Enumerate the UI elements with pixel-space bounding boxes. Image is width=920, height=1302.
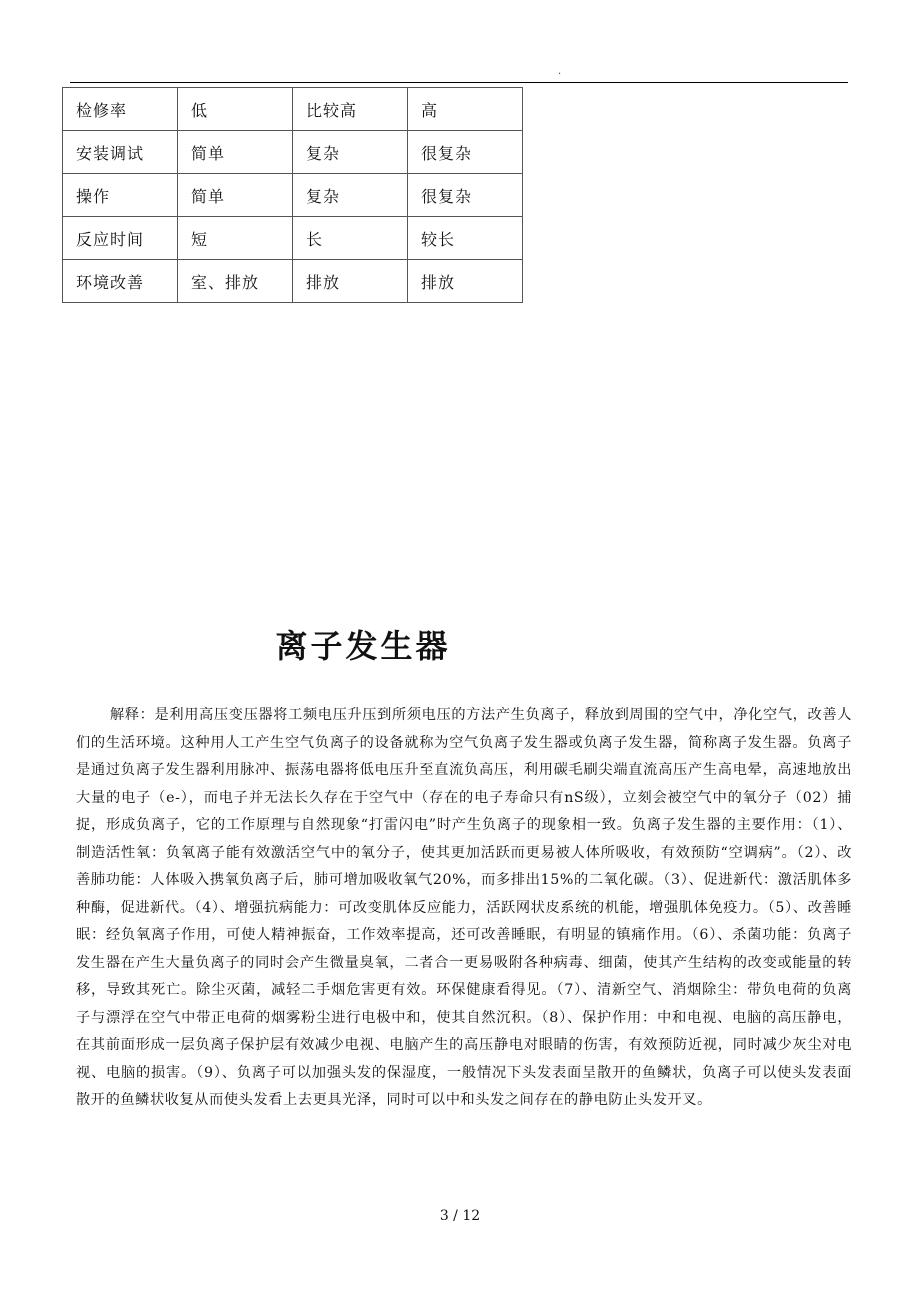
table-cell: 低 [178,88,293,131]
section-body: 解释：是利用高压变压器将工频电压升压到所须电压的方法产生负离子，释放到周围的空气中，净化空气，改善人们的生活环境。这种用人工产生空气负离子的设备就称为空气负离子发生器或负离子发生器，简称离子发生器。负离子是通过负离子发生器利用脉冲、振荡电器将低电压升至直流负高压，利用碳毛刷尖端直流高压产生高电晕，高速地放出大量的电子（e-），而电子并无法长久存在于空气中（存在的电子寿命只有nS级），立刻会被空气中的氧分子（02）捕捉，形成负离子，它的工作原理与自然现象“打雷闪电”时产生负离子的现象相一致。负离子发生器的主要作用：（1）、制造活性氧：负氧离子能有效激活空气中的氧分子，使其更加活跃而更易被人体所吸收，有效预防“空调病”。（2）、改善肺功能：人体吸入携氧负离子后，肺可增加吸收氧气20%，而多排出15%的二氧化碳。（3）、促进新代：激活肌体多种酶，促进新代。（4）、增强抗病能力：可改变肌体反应能力，活跃网状皮系统的机能，增强肌体免疫力。（5）、改善睡眠：经负氧离子作用，可使人精神振奋，工作效率提高，还可改善睡眠，有明显的镇痛作用。（6）、杀菌功能：负离子发生器在产生大量负离子的同时会产生微量臭氧，二者合一更易吸附各种病毒、细菌，使其产生结构的改变或能量的转移，导致其死亡。除尘灭菌，减轻二手烟危害更有效。环保健康看得见。（7）、清新空气、消烟除尘：带负电荷的负离子与漂浮在空气中带正电荷的烟雾粉尘进行电极中和，使其自然沉积。（8）、保护作用：中和电视、电脑的高压静电，在其前面形成一层负离子保护层有效减少电视、电脑产生的高压静电对眼睛的伤害，有效预防近视，同时减少灰尘对电视、电脑的损害。（9）、负离子可以加强头发的保湿度，一般情况下头发表面呈散开的鱼鳞状，负离子可以使头发表面散开的鱼鳞状收复从而使头发看上去更具光泽，同时可以中和头发之间存在的静电防止头发开叉。 [76,707,852,1108]
table-cell: 高 [408,88,523,131]
table-row [63,131,523,174]
section-title: 离子发生器 [275,627,451,665]
table-cell: 简单 [178,174,293,217]
table-cell: 较长 [408,217,523,260]
table-cell: 室、排放 [178,260,293,303]
table-cell-label: 反应时间 [63,217,178,260]
table-row [63,260,523,303]
table-cell: 复杂 [293,174,408,217]
table-cell: 很复杂 [408,131,523,174]
table-cell: 排放 [408,260,523,303]
table-cell: 简单 [178,131,293,174]
table-row [63,217,523,260]
table-cell: 长 [293,217,408,260]
table-cell: 很复杂 [408,174,523,217]
table-cell-label: 环境改善 [63,260,178,303]
table-cell-label: 安装调试 [63,131,178,174]
table-row [63,88,523,131]
table-row [63,174,523,217]
table-cell: 排放 [293,260,408,303]
header-rule [70,82,848,83]
table-cell: 比较高 [293,88,408,131]
table-cell-label: 操作 [63,174,178,217]
table-cell: 短 [178,217,293,260]
header-mark: . [558,66,562,77]
page-number: 3 / 12 [439,1208,481,1224]
comparison-table [62,87,523,303]
table-cell: 复杂 [293,131,408,174]
table-cell-label: 检修率 [63,88,178,131]
